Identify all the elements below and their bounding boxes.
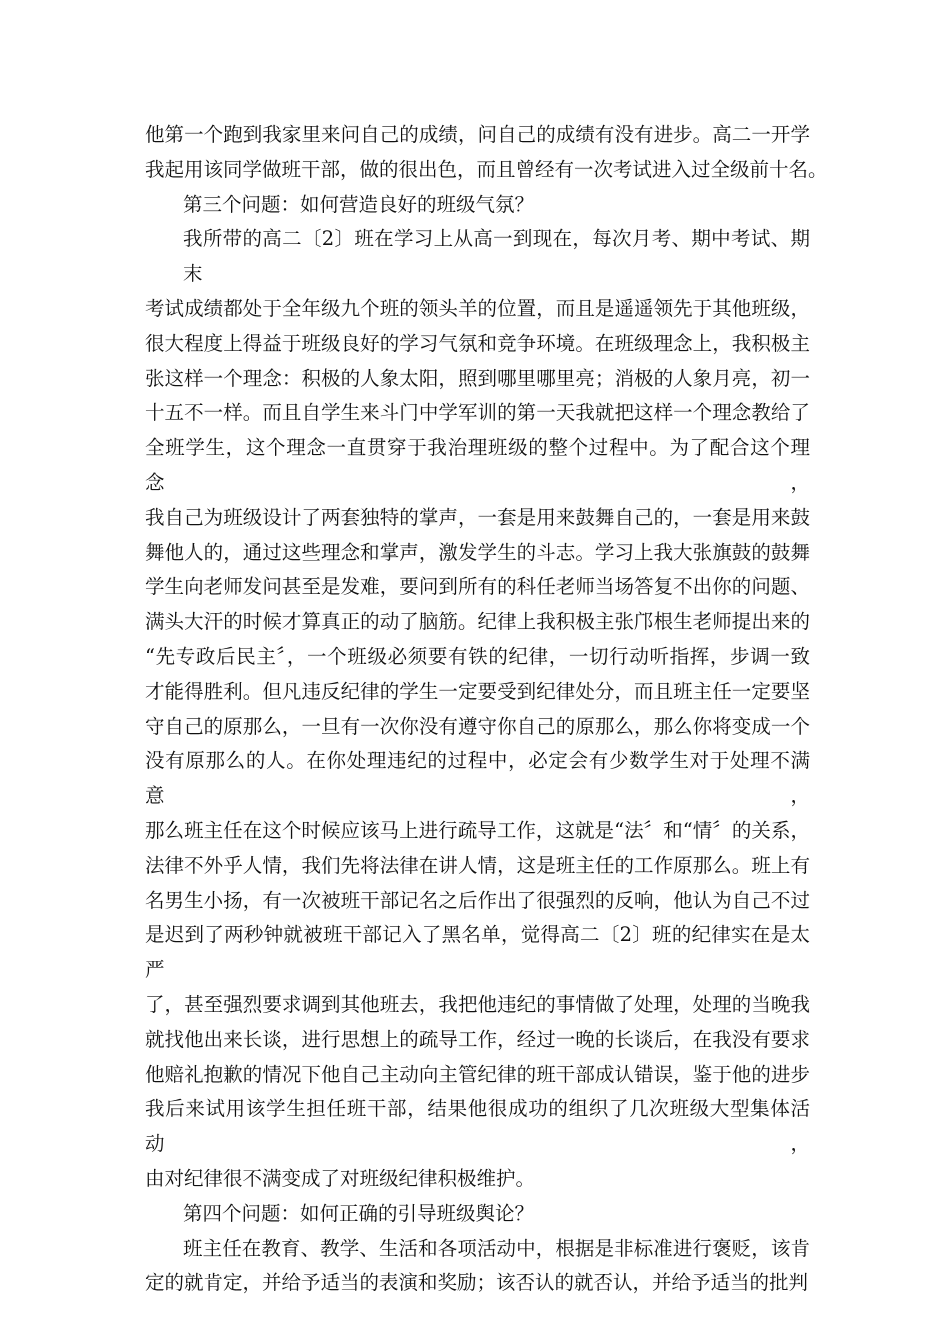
text-line: 名男生小扬，有一次被班干部记名之后作出了很强烈的反响，他认为自己不过	[145, 888, 810, 912]
body-paragraph	[145, 1232, 810, 1302]
text-line: 是迟到了两秒钟就被班干部记入了黑名单，觉得高二〔2〕班的纪律实在是太严	[145, 923, 810, 982]
text-line: 由对纪律很不满变成了对班级纪律积极维护。	[145, 1166, 536, 1190]
text-line: 那么班主任在这个时候应该马上进行疏导工作，这就是“法〞和“情〞的关系，	[145, 818, 810, 842]
text-line: 法律不外乎人情，我们先将法律在讲人情，这是班主任的工作原那么。班上有	[145, 853, 810, 877]
text-line: 全班学生，这个理念一直贯穿于我治理班级的整个过程中。为了配合这个理念，	[145, 436, 810, 494]
text-line: 班主任在教育、教学、生活和各项活动中，根据是非标准进行褒贬，该肯	[183, 1236, 810, 1260]
text-line: 我自己为班级设计了两套独特的掌声，一套是用来鼓舞自己的，一套是用来鼓	[145, 505, 810, 529]
text-line: 没有原那么的人。在你处理违纪的过程中，必定会有少数学生对于处理不满意，	[145, 749, 810, 808]
text-line: 考试成绩都处于全年级九个班的领头羊的位置，而且是遥遥领先于其他班级，	[145, 296, 810, 320]
section-heading	[145, 1197, 810, 1232]
text-line: 第四个问题：如何正确的引导班级舆论？	[183, 1201, 535, 1225]
text-line: 十五不一样。而且自学生来斗门中学军训的第一天我就把这样一个理念教给了	[145, 401, 810, 425]
text-line: 学生向老师发问甚至是发难，要问到所有的科任老师当场答复不出你的问题、	[145, 575, 810, 599]
text-line: 定的就肯定，并给予适当的表演和奖励；该否认的就否认，并给予适当的批判	[145, 1271, 809, 1295]
text-line: 守自己的原那么，一旦有一次你没有遵守你自己的原那么，那么你将变成一个	[145, 714, 810, 738]
document-page	[145, 118, 828, 1301]
text-line: 就找他出来长谈，进行思想上的疏导工作，经过一晚的长谈后，在我没有要求	[145, 1027, 810, 1051]
text-line: 我后来试用该学生担任班干部，结果他很成功的组织了几次班级大型集体活动，	[145, 1097, 810, 1156]
text-line: 第三个问题：如何营造良好的班级气氛？	[183, 192, 535, 216]
section-heading	[145, 188, 810, 223]
text-line: 他赔礼抱歉的情况下他自己主动向主管纪律的班干部成认错误，鉴于他的进步	[145, 1062, 810, 1086]
text-line: 舞他人的，通过这些理念和掌声，激发学生的斗志。学习上我大张旗鼓的鼓舞	[145, 540, 810, 564]
text-line: 很大程度上得益于班级良好的学习气氛和竞争环境。在班级理念上，我积极主	[145, 331, 810, 355]
text-line: 满头大汗的时候才算真正的动了脑筋。纪律上我积极主张邝根生老师提出来的	[145, 610, 810, 634]
text-line: 了，甚至强烈要求调到其他班去，我把他违纪的事情做了处理，处理的当晚我	[145, 992, 810, 1016]
text-line: 我起用该同学做班干部，做的很出色，而且曾经有一次考试进入过全级前十名。	[145, 157, 828, 181]
body-paragraph	[145, 118, 828, 188]
text-line: 才能得胜利。但凡违反纪律的学生一定要受到纪律处分，而且班主任一定要坚	[145, 679, 810, 703]
text-line: 张这样一个理念：积极的人象太阳，照到哪里哪里亮；消极的人象月亮，初一	[145, 366, 810, 390]
text-line: 他第一个跑到我家里来问自己的成绩，问自己的成绩有没有进步。高二一开学	[145, 123, 810, 146]
body-paragraph	[145, 222, 810, 1196]
text-line: 我所带的高二〔2〕班在学习上从高一到现在，每次月考、期中考试、期末	[183, 227, 810, 286]
text-line: “先专政后民主〞，一个班级必须要有铁的纪律，一切行动听指挥，步调一致	[145, 644, 810, 668]
